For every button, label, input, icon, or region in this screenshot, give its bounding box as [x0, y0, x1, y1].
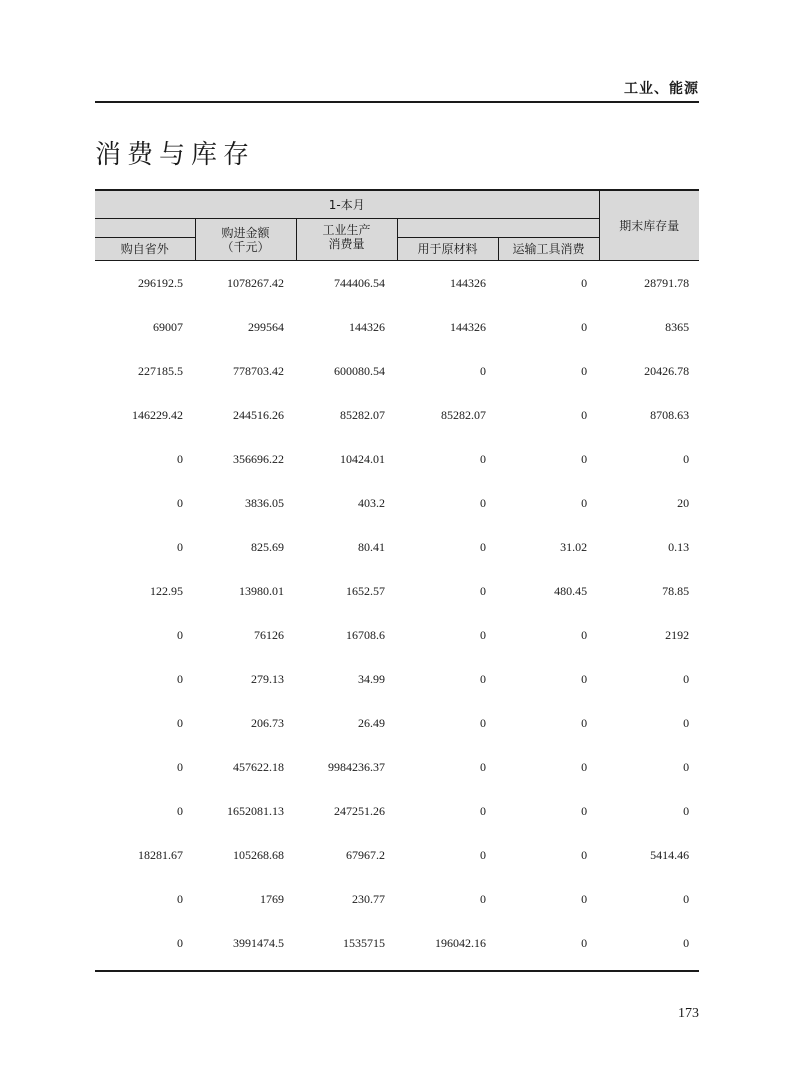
purchase-outside-header: 购自省外	[120, 242, 169, 256]
raw-material-cell: 0	[480, 495, 486, 510]
industrial-cell: 600080.54	[334, 363, 385, 378]
purchase-outside-cell: 0	[177, 451, 183, 466]
transport-cell: 0	[581, 627, 588, 642]
industrial-cell: 1535715	[343, 935, 385, 950]
purchase-amount-cell: 825.69	[251, 539, 284, 554]
end-stock-cell: 0	[683, 759, 690, 774]
raw-material-cell: 0	[480, 363, 486, 378]
end-stock-cell: 20	[677, 495, 690, 510]
industrial-cell: 26.49	[358, 715, 385, 730]
raw-material-cell: 0	[480, 891, 486, 906]
raw-transport-spacer	[397, 219, 599, 238]
table-row	[95, 261, 699, 306]
industrial-cell: 34.99	[358, 671, 385, 686]
purchase-amount-cell: 778703.42	[233, 363, 284, 378]
section-header: 工业、能源	[624, 81, 699, 97]
purchase-outside-spacer	[95, 219, 195, 238]
transport-cell: 0	[581, 715, 588, 730]
purchase-outside-cell: 146229.42	[132, 407, 183, 422]
table-row	[95, 877, 699, 921]
purchase-amount-cell: 3836.05	[245, 495, 284, 510]
purchase-outside-header-cell	[95, 238, 195, 261]
industrial-cell: 230.77	[352, 891, 385, 906]
purchase-amount-header-line2: （千元）	[221, 239, 270, 254]
industrial-cell: 144326	[349, 319, 385, 334]
group-header-cell	[95, 190, 599, 219]
transport-cell: 31.02	[560, 539, 588, 554]
purchase-outside-cell: 296192.5	[95, 261, 195, 306]
raw-material-cell: 144326	[397, 261, 498, 306]
end-stock-header: 期末库存量	[619, 218, 680, 233]
end-stock-cell: 8708.63	[650, 407, 690, 422]
purchase-amount-cell: 105268.68	[233, 847, 284, 862]
raw-material-cell: 0	[480, 451, 486, 466]
raw-material-cell: 85282.07	[441, 407, 486, 422]
page-number: 173	[678, 1006, 699, 1021]
purchase-amount-header-cell	[195, 219, 296, 261]
industrial-cell: 1652.57	[346, 583, 385, 598]
purchase-amount-header-line1: 购进金额	[221, 225, 270, 240]
raw-material-cell: 0	[480, 803, 486, 818]
table-row	[95, 525, 699, 569]
industrial-cell: 85282.07	[340, 407, 385, 422]
raw-material-cell: 0	[480, 583, 486, 598]
purchase-amount-cell: 299564	[248, 319, 284, 334]
transport-cell: 0	[581, 407, 588, 422]
end-stock-cell: 0	[683, 451, 690, 466]
industrial-cell: 10424.01	[340, 451, 385, 466]
transport-cell: 0	[581, 671, 588, 686]
end-stock-cell: 0	[683, 715, 690, 730]
end-stock-cell: 20426.78	[644, 363, 690, 378]
industrial-header-line2: 消费量	[328, 237, 365, 251]
end-stock-header-cell	[599, 190, 699, 261]
table-row	[95, 921, 699, 965]
table-row	[95, 569, 699, 613]
table-row	[95, 833, 699, 877]
data-table-container	[95, 189, 699, 965]
purchase-amount-cell: 76126	[254, 627, 284, 642]
purchase-outside-cell: 0	[177, 539, 183, 554]
industrial-header-line1: 工业生产	[322, 223, 371, 237]
table-row	[95, 657, 699, 701]
transport-header: 运输工具消费	[512, 242, 585, 256]
industrial-cell: 403.2	[358, 495, 385, 510]
raw-material-cell: 0	[480, 847, 486, 862]
purchase-outside-cell: 0	[177, 715, 183, 730]
end-stock-cell: 5414.46	[650, 847, 690, 862]
end-stock-cell: 78.85	[662, 583, 690, 598]
end-stock-cell: 8365	[665, 319, 690, 334]
purchase-outside-cell: 0	[177, 671, 183, 686]
industrial-cell: 80.41	[358, 539, 385, 554]
transport-cell: 0	[581, 891, 588, 906]
industrial-cell: 16708.6	[346, 627, 385, 642]
raw-material-cell: 0	[480, 759, 486, 774]
table-row	[95, 393, 699, 437]
raw-material-cell: 0	[480, 539, 486, 554]
transport-cell: 0	[581, 495, 588, 510]
purchase-amount-cell: 13980.01	[239, 583, 284, 598]
purchase-amount-cell: 1652081.13	[227, 803, 284, 818]
table-row	[95, 745, 699, 789]
table-body	[95, 261, 699, 966]
transport-cell: 0	[581, 759, 588, 774]
end-stock-cell: 0.13	[668, 539, 690, 554]
purchase-amount-cell: 244516.26	[233, 407, 284, 422]
purchase-outside-cell: 122.95	[150, 583, 183, 598]
raw-material-cell: 0	[480, 671, 486, 686]
transport-cell: 0	[581, 363, 588, 378]
end-stock-cell: 28791.78	[599, 261, 699, 306]
consumption-stock-table	[95, 189, 699, 965]
raw-material-cell: 0	[480, 715, 486, 730]
end-stock-cell: 0	[683, 891, 690, 906]
purchase-outside-cell: 0	[177, 935, 183, 950]
purchase-amount-cell: 457622.18	[233, 759, 284, 774]
purchase-amount-cell: 1078267.42	[195, 261, 296, 306]
table-row	[95, 437, 699, 481]
industrial-cell: 247251.26	[334, 803, 385, 818]
transport-cell: 0	[581, 803, 588, 818]
raw-material-header-cell	[397, 238, 498, 261]
purchase-amount-cell: 356696.22	[233, 451, 284, 466]
group-header-label: 1-本月	[328, 197, 365, 212]
table-row	[95, 349, 699, 393]
transport-cell: 0	[581, 451, 588, 466]
purchase-outside-cell: 0	[177, 495, 183, 510]
raw-material-cell: 144326	[450, 319, 486, 334]
purchase-outside-cell: 0	[177, 759, 183, 774]
purchase-outside-cell: 69007	[153, 319, 183, 334]
end-stock-cell: 0	[683, 803, 690, 818]
transport-cell: 0	[498, 261, 599, 306]
transport-cell: 0	[581, 319, 588, 334]
purchase-outside-cell: 227185.5	[138, 363, 183, 378]
end-stock-cell: 0	[683, 671, 690, 686]
industrial-header-cell	[296, 219, 397, 261]
table-row	[95, 613, 699, 657]
end-stock-cell: 2192	[665, 627, 690, 642]
industrial-cell: 67967.2	[346, 847, 385, 862]
purchase-amount-cell: 1769	[260, 891, 284, 906]
page-title: 消费与库存	[95, 140, 256, 170]
transport-header-cell	[498, 238, 599, 261]
raw-material-header: 用于原材料	[417, 242, 478, 256]
transport-cell: 480.45	[554, 583, 588, 598]
raw-material-cell: 196042.16	[435, 935, 486, 950]
purchase-amount-cell: 279.13	[251, 671, 284, 686]
purchase-outside-cell: 0	[177, 803, 183, 818]
table-row	[95, 789, 699, 833]
purchase-outside-cell: 0	[177, 627, 183, 642]
raw-material-cell: 0	[480, 627, 486, 642]
end-stock-cell: 0	[683, 935, 690, 950]
industrial-cell: 9984236.37	[328, 759, 385, 774]
purchase-outside-cell: 0	[177, 891, 183, 906]
transport-cell: 0	[581, 935, 588, 950]
header-rule	[95, 101, 699, 103]
purchase-amount-cell: 3991474.5	[233, 935, 284, 950]
table-row	[95, 481, 699, 525]
table-row	[95, 305, 699, 349]
purchase-outside-cell: 18281.67	[138, 847, 183, 862]
bottom-rule	[95, 970, 699, 972]
purchase-amount-cell: 206.73	[251, 715, 284, 730]
table-row	[95, 701, 699, 745]
industrial-cell: 744406.54	[296, 261, 397, 306]
transport-cell: 0	[581, 847, 588, 862]
